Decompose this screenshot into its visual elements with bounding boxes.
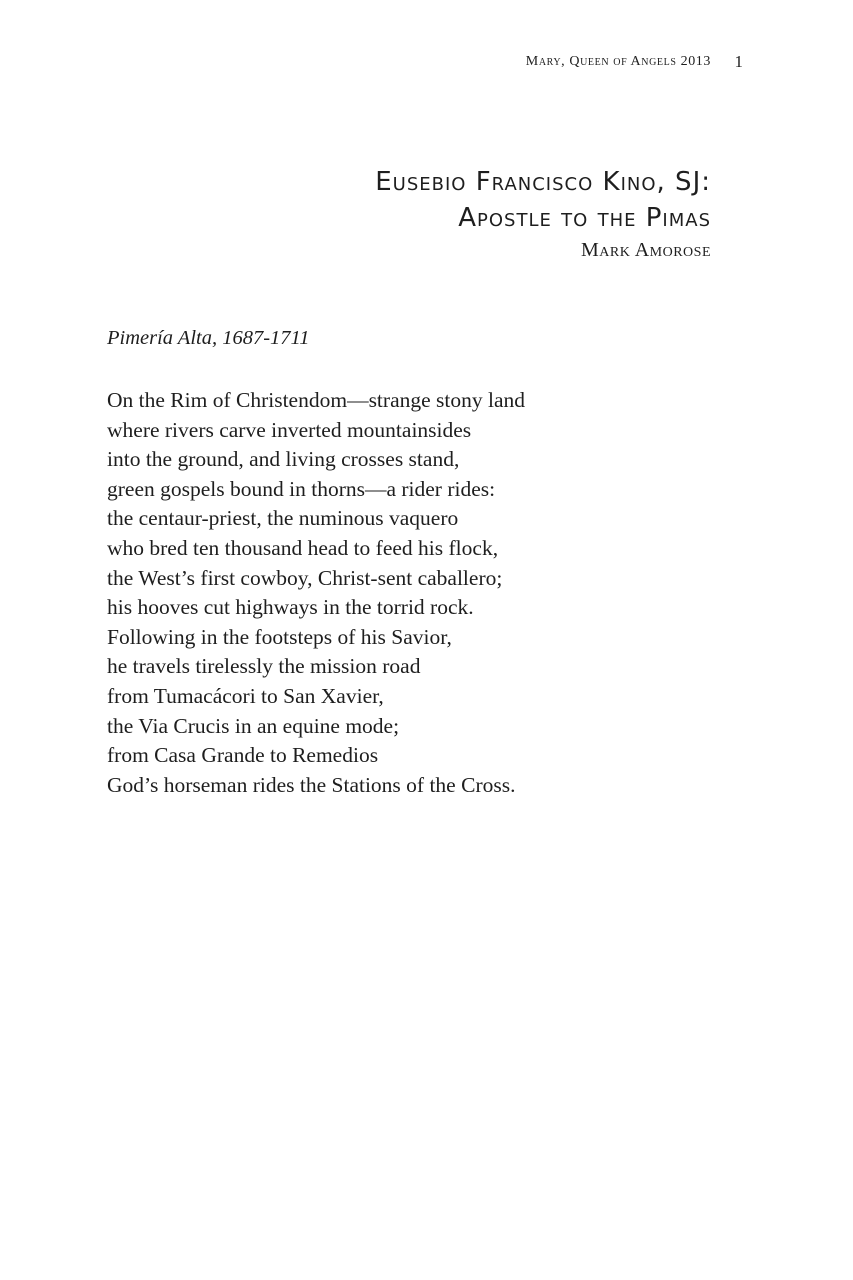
page-number: 1	[734, 52, 743, 71]
poem-line: from Casa Grande to Remedios	[107, 743, 379, 768]
poem-body	[107, 386, 525, 800]
poem-line: into the ground, and living crosses stand,	[107, 447, 460, 472]
poem-line: who bred ten thousand head to feed his flock,	[107, 535, 499, 560]
poem-title-line-1: Eusebio Francisco Kino, SJ:	[375, 167, 711, 197]
poem-line: from Tumacácori to San Xavier,	[107, 683, 384, 708]
poem-line: the centaur-priest, the numinous vaquero	[107, 506, 459, 531]
epigraph: Pimería Alta, 1687-1711	[107, 327, 310, 349]
poem-line: his hooves cut highways in the torrid rock.	[107, 595, 474, 620]
poem-line: green gospels bound in thorns—a rider rides:	[107, 476, 496, 501]
title-block	[375, 164, 711, 262]
poem-line: where rivers carve inverted mountainsides	[107, 417, 472, 442]
author-name: Mark Amorose	[580, 239, 711, 261]
poem-line: he travels tirelessly the mission road	[107, 654, 421, 679]
poem-line: On the Rim of Christendom—strange stony land	[107, 388, 526, 412]
poem-line: the Via Crucis in an equine mode;	[107, 713, 400, 738]
poem-line: Following in the footsteps of his Savior,	[107, 624, 452, 649]
poem-line: God’s horseman rides the Stations of the Cross.	[107, 772, 516, 797]
running-head-journal: Mary, Queen of Angels 2013	[525, 54, 711, 69]
poem-line: the West’s first cowboy, Christ-sent caballero;	[107, 565, 503, 590]
poem-title-line-2: Apostle to the Pimas	[458, 203, 711, 233]
